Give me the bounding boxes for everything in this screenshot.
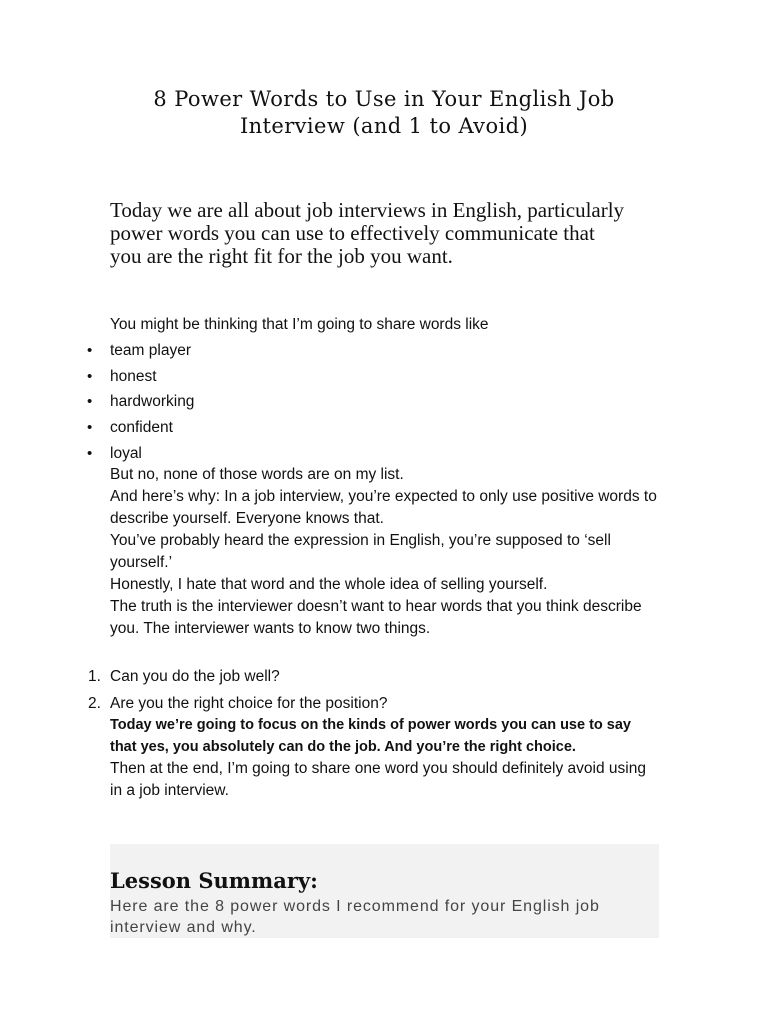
focus-statement: Today we’re going to focus on the kinds of power words you can use to say that yes, you absolutely can do the job. And you’re the right choice. [110, 717, 631, 755]
list-item-text: team player [110, 342, 191, 359]
paragraph: Honestly, I hate that word and the whole idea of selling yourself. [110, 576, 548, 593]
bullet-icon: • [87, 393, 93, 411]
bullet-icon: • [87, 419, 93, 437]
lead-sentence: You might be thinking that I’m going to share words like [110, 316, 489, 333]
numbered-item-text: Are you the right choice for the position? [110, 695, 388, 712]
lesson-summary-box [110, 844, 659, 938]
paragraph: The truth is the interviewer doesn’t want to hear words that you think describe you. The interviewer wants to know two things. [110, 598, 642, 637]
list-item-text: honest [110, 367, 157, 385]
list-item [84, 416, 644, 442]
item-number: 2. [88, 695, 101, 712]
numbered-item [84, 665, 644, 692]
item-number: 1. [88, 668, 101, 685]
numbered-list [84, 665, 644, 719]
numbered-item-text: Can you do the job well? [110, 668, 280, 685]
body-paragraphs [110, 464, 658, 640]
list-item-text: hardworking [110, 393, 195, 411]
paragraph: But no, none of those words are on my list. [110, 466, 404, 483]
list-item [84, 365, 644, 391]
list-item [84, 339, 644, 365]
paragraph: And here’s why: In a job interview, you’re expected to only use positive words to describe yourself. Everyone knows that. [110, 488, 657, 527]
summary-heading: Lesson Summary: [110, 868, 318, 893]
bullet-list [84, 339, 644, 467]
paragraph: You’ve probably heard the expression in English, you’re supposed to ‘sell yourself.’ [110, 532, 611, 571]
bullet-icon: • [87, 367, 93, 385]
bullet-icon: • [87, 342, 93, 359]
closing-paragraph: Then at the end, I’m going to share one word you should definitely avoid using in a job interview. [110, 760, 646, 799]
summary-text: Here are the 8 power words I recommend for your English job interview and why. [110, 898, 600, 936]
list-item-text: confident [110, 419, 173, 437]
bullet-icon: • [87, 444, 93, 462]
list-item [84, 390, 644, 416]
focus-section [110, 714, 658, 802]
intro-paragraph: Today we are all about job interviews in English, particularly power words you can use to effectively communicate that you are the right fit for the job you want. [110, 198, 625, 268]
document-title: 8 Power Words to Use in Your English Job Interview (and 1 to Avoid) [153, 87, 615, 138]
list-item-text: loyal [110, 444, 142, 462]
